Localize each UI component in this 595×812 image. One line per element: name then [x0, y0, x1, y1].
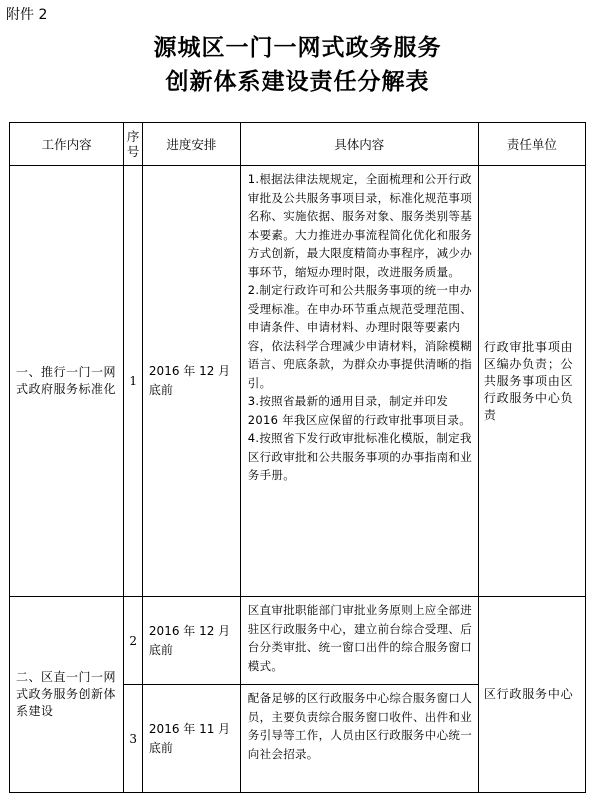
sequence-cell: 1 — [124, 166, 143, 597]
schedule-cell: 2016 年 12 月底前 — [142, 597, 240, 685]
responsible-unit-cell: 区行政服务中心 — [478, 597, 585, 793]
responsibility-table — [9, 122, 586, 793]
schedule-cell: 2016 年 12 月底前 — [142, 166, 240, 597]
table-row — [10, 597, 586, 685]
document-title-line-1: 源城区一门一网式政务服务 — [153, 34, 442, 61]
sequence-cell: 3 — [124, 685, 143, 793]
table-header-row — [10, 123, 586, 166]
detail-paragraph: 3.按照省最新的通用目录，制定并印发 2016 年我区应保留的行政审批事项目录。 — [247, 394, 472, 427]
responsible-unit-cell: 行政审批事项由区编办负责；公共服务事项由区行政服务中心负责 — [478, 166, 585, 597]
work-item-1: 一、推行一门一网式政府服务标准化 — [10, 166, 124, 597]
header-work-content: 工作内容 — [10, 123, 124, 166]
detail-paragraph: 2.制定行政许可和公共服务事项的统一申办受理标准。在申办环节重点规范受理范围、申请条件、申请材料、办理时限等要素内容，依法科学合理减少申请材料，消除模糊语言、兜底条款，为群众办事提供清晰的指引。 — [247, 283, 472, 390]
header-schedule: 进度安排 — [142, 123, 240, 166]
details-cell — [240, 166, 478, 597]
table-row — [10, 166, 586, 597]
details-cell: 配备足够的区行政服务中心综合服务窗口人员，主要负责综合服务窗口收件、出件和业务引导等工作，人员由区行政服务中心统一向社会招录。 — [240, 685, 478, 793]
attachment-label: 附件 2 — [6, 7, 48, 23]
detail-paragraph: 4.按照省下发行政审批标准化模版，制定我区行政审批和公共服务事项的办事指南和业务手册。 — [247, 431, 472, 482]
work-item-2: 二、区直一门一网式政务服务创新体系建设 — [10, 597, 124, 793]
header-responsible-unit: 责任单位 — [478, 123, 585, 166]
header-sequence: 序号 — [124, 123, 143, 166]
header-details: 具体内容 — [240, 123, 478, 166]
document-title-line-2: 创新体系建设责任分解表 — [165, 68, 430, 95]
detail-paragraph: 1.根据法律法规规定，全面梳理和公开行政审批及公共服务事项目录，标准化规范事项名称、实施依据、服务对象、服务类别等基本要素。大力推进办事流程简化优化和服务方式创新，最大限度精简办事程序，减少办事环节，缩短办理时限，改进服务质量。 — [247, 172, 472, 279]
schedule-cell: 2016 年 11 月底前 — [142, 685, 240, 793]
sequence-cell: 2 — [124, 597, 143, 685]
details-cell: 区直审批职能部门审批业务原则上应全部进驻区行政服务中心，建立前台综合受理、后台分类审批、统一窗口出件的综合服务窗口模式。 — [240, 597, 478, 685]
